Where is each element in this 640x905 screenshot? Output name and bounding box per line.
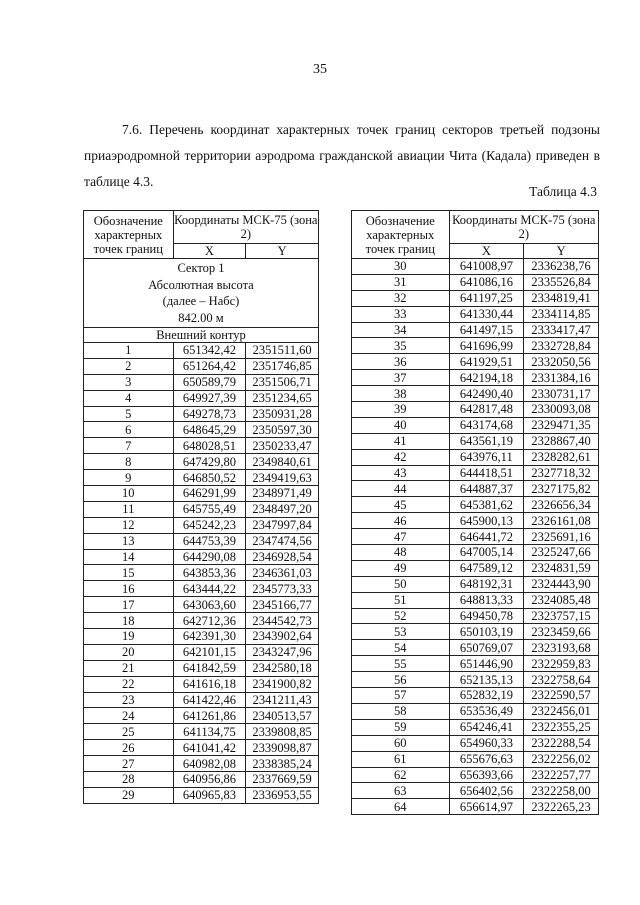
point-number: 37 (352, 370, 450, 386)
table-row (84, 597, 319, 613)
coord-y: 2330731,17 (524, 386, 599, 402)
point-number: 3 (84, 374, 174, 390)
point-number: 46 (352, 513, 450, 529)
table-row (84, 486, 319, 502)
coord-y: 2326656,34 (524, 497, 599, 513)
coord-y: 2332728,84 (524, 338, 599, 354)
coord-y: 2331384,16 (524, 370, 599, 386)
table-row (84, 772, 319, 788)
header-y: Y (246, 244, 319, 259)
coord-x: 645381,62 (449, 497, 524, 513)
coord-y: 2347474,56 (246, 533, 319, 549)
coord-y: 2322590,57 (524, 688, 599, 704)
table-row (352, 306, 599, 322)
point-number: 20 (84, 644, 174, 660)
coord-x: 652135,13 (449, 672, 524, 688)
point-number: 39 (352, 402, 450, 418)
point-number: 41 (352, 433, 450, 449)
coord-y: 2345166,77 (246, 597, 319, 613)
coord-y: 2324085,48 (524, 592, 599, 608)
table-row (352, 433, 599, 449)
coord-x: 656614,97 (449, 799, 524, 815)
coord-y: 2351511,60 (246, 343, 319, 359)
point-number: 35 (352, 338, 450, 354)
point-number: 51 (352, 592, 450, 608)
header-coordinates: Координаты МСК-75 (зона 2) (173, 211, 318, 244)
table-row (352, 529, 599, 545)
point-number: 50 (352, 576, 450, 592)
coord-x: 643976,11 (449, 449, 524, 465)
coord-x: 651264,42 (173, 358, 246, 374)
coord-x: 642490,40 (449, 386, 524, 402)
coord-y: 2327175,82 (524, 481, 599, 497)
coord-x: 649450,78 (449, 608, 524, 624)
point-number: 18 (84, 613, 174, 629)
coord-y: 2351746,85 (246, 358, 319, 374)
coord-x: 641041,42 (173, 740, 246, 756)
point-number: 58 (352, 703, 450, 719)
coord-x: 646441,72 (449, 529, 524, 545)
header-point-designation: Обозначение характерных точек границ (352, 211, 450, 259)
table-row (352, 465, 599, 481)
coord-x: 647005,14 (449, 545, 524, 561)
coord-y: 2322257,77 (524, 767, 599, 783)
table-row (352, 449, 599, 465)
table-row (84, 756, 319, 772)
coord-x: 641616,18 (173, 676, 246, 692)
table-row (84, 787, 319, 803)
coord-x: 646291,99 (173, 486, 246, 502)
coord-y: 2346928,54 (246, 549, 319, 565)
point-number: 40 (352, 417, 450, 433)
coordinates-table-left (83, 210, 319, 804)
coord-x: 643561,19 (449, 433, 524, 449)
point-number: 9 (84, 470, 174, 486)
point-number: 63 (352, 783, 450, 799)
table-row (84, 422, 319, 438)
coord-x: 649927,39 (173, 390, 246, 406)
coord-y: 2334114,85 (524, 306, 599, 322)
point-number: 24 (84, 708, 174, 724)
table-row (84, 438, 319, 454)
table-row (352, 259, 599, 275)
coord-y: 2348971,49 (246, 486, 319, 502)
coord-y: 2342580,18 (246, 660, 319, 676)
coord-y: 2327718,32 (524, 465, 599, 481)
table-row (352, 656, 599, 672)
point-number: 48 (352, 545, 450, 561)
point-number: 57 (352, 688, 450, 704)
point-number: 21 (84, 660, 174, 676)
coord-y: 2351506,71 (246, 374, 319, 390)
coord-x: 641842,59 (173, 660, 246, 676)
table-row (352, 513, 599, 529)
coord-y: 2350931,28 (246, 406, 319, 422)
table-row (84, 613, 319, 629)
table-row (84, 549, 319, 565)
coord-y: 2349840,61 (246, 454, 319, 470)
coord-x: 647589,12 (449, 560, 524, 576)
coord-x: 650103,19 (449, 624, 524, 640)
coord-y: 2336238,76 (524, 259, 599, 275)
table-row (352, 481, 599, 497)
table-row (84, 629, 319, 645)
point-number: 28 (84, 772, 174, 788)
coord-y: 2333417,47 (524, 322, 599, 338)
coord-x: 640982,08 (173, 756, 246, 772)
point-number: 6 (84, 422, 174, 438)
coord-x: 643444,22 (173, 581, 246, 597)
table-row (352, 576, 599, 592)
coord-x: 643174,68 (449, 417, 524, 433)
point-number: 8 (84, 454, 174, 470)
coord-y: 2323459,66 (524, 624, 599, 640)
coord-y: 2340513,57 (246, 708, 319, 724)
table-row (352, 767, 599, 783)
contour-label: Внешний контур (84, 328, 319, 343)
table-row (84, 406, 319, 422)
point-number: 14 (84, 549, 174, 565)
coord-y: 2347997,84 (246, 517, 319, 533)
table-row (352, 417, 599, 433)
coord-y: 2344542,73 (246, 613, 319, 629)
coord-y: 2336953,55 (246, 787, 319, 803)
point-number: 11 (84, 501, 174, 517)
table-row (352, 592, 599, 608)
table-row (352, 624, 599, 640)
coord-y: 2350597,30 (246, 422, 319, 438)
header-x: X (449, 244, 524, 259)
coord-x: 641497,15 (449, 322, 524, 338)
intro-paragraph (84, 117, 600, 195)
point-number: 29 (84, 787, 174, 803)
coord-y: 2328282,61 (524, 449, 599, 465)
coord-y: 2350233,47 (246, 438, 319, 454)
coord-x: 643853,36 (173, 565, 246, 581)
point-number: 62 (352, 767, 450, 783)
table-row (352, 735, 599, 751)
coord-x: 641330,44 (449, 306, 524, 322)
coord-x: 642391,30 (173, 629, 246, 645)
table-row (352, 354, 599, 370)
point-number: 12 (84, 517, 174, 533)
point-number: 33 (352, 306, 450, 322)
header-y: Y (524, 244, 599, 259)
coord-x: 641197,25 (449, 290, 524, 306)
coord-x: 642817,48 (449, 402, 524, 418)
coord-x: 648645,29 (173, 422, 246, 438)
coord-y: 2329471,35 (524, 417, 599, 433)
coord-x: 645242,23 (173, 517, 246, 533)
table-row (352, 703, 599, 719)
point-number: 54 (352, 640, 450, 656)
point-number: 32 (352, 290, 450, 306)
coord-x: 642712,36 (173, 613, 246, 629)
point-number: 61 (352, 751, 450, 767)
header-x: X (173, 244, 246, 259)
table-row (352, 402, 599, 418)
table-row (84, 374, 319, 390)
coord-y: 2330093,08 (524, 402, 599, 418)
point-number: 10 (84, 486, 174, 502)
table-row (352, 751, 599, 767)
table-row (84, 692, 319, 708)
coord-x: 641261,86 (173, 708, 246, 724)
coord-y: 2343247,96 (246, 644, 319, 660)
coordinates-table-right (351, 210, 599, 815)
table-row (84, 708, 319, 724)
coord-y: 2351234,65 (246, 390, 319, 406)
point-number: 2 (84, 358, 174, 374)
point-number: 23 (84, 692, 174, 708)
coord-x: 644887,37 (449, 481, 524, 497)
table-row (84, 390, 319, 406)
coord-x: 651446,90 (449, 656, 524, 672)
coord-x: 642194,18 (449, 370, 524, 386)
table-row (84, 565, 319, 581)
coord-y: 2328867,40 (524, 433, 599, 449)
coord-y: 2343902,64 (246, 629, 319, 645)
coord-y: 2322265,23 (524, 799, 599, 815)
point-number: 19 (84, 629, 174, 645)
coord-x: 644418,51 (449, 465, 524, 481)
coord-y: 2326161,08 (524, 513, 599, 529)
table-row (84, 581, 319, 597)
table-row (352, 560, 599, 576)
table-row (84, 501, 319, 517)
coord-x: 650589,79 (173, 374, 246, 390)
point-number: 64 (352, 799, 450, 815)
coord-x: 640965,83 (173, 787, 246, 803)
table-row (352, 783, 599, 799)
coord-x: 654960,33 (449, 735, 524, 751)
coord-y: 2345773,33 (246, 581, 319, 597)
coord-x: 641134,75 (173, 724, 246, 740)
coord-y: 2323193,68 (524, 640, 599, 656)
point-number: 25 (84, 724, 174, 740)
coord-x: 646850,52 (173, 470, 246, 486)
coord-x: 650769,07 (449, 640, 524, 656)
coord-y: 2332050,56 (524, 354, 599, 370)
coord-y: 2322256,02 (524, 751, 599, 767)
table-row (352, 688, 599, 704)
table-row (352, 608, 599, 624)
table-row (84, 676, 319, 692)
table-row (84, 517, 319, 533)
sector-heading: Сектор 1 Абсолютная высота (далее – Набс) 842.00 м (84, 259, 319, 328)
coord-x: 654246,41 (449, 719, 524, 735)
point-number: 60 (352, 735, 450, 751)
coord-y: 2339808,85 (246, 724, 319, 740)
point-number: 5 (84, 406, 174, 422)
coord-y: 2322288,54 (524, 735, 599, 751)
point-number: 56 (352, 672, 450, 688)
table-row (352, 719, 599, 735)
coord-y: 2325247,66 (524, 545, 599, 561)
coord-x: 644753,39 (173, 533, 246, 549)
point-number: 26 (84, 740, 174, 756)
coord-y: 2348497,20 (246, 501, 319, 517)
table-row (352, 799, 599, 815)
coord-x: 641696,99 (449, 338, 524, 354)
point-number: 43 (352, 465, 450, 481)
table-row (84, 343, 319, 359)
point-number: 38 (352, 386, 450, 402)
coord-x: 649278,73 (173, 406, 246, 422)
coord-x: 641422,46 (173, 692, 246, 708)
coord-x: 655676,63 (449, 751, 524, 767)
page-number: 35 (313, 62, 327, 77)
coord-x: 641086,16 (449, 274, 524, 290)
coord-x: 645755,49 (173, 501, 246, 517)
coord-y: 2322355,25 (524, 719, 599, 735)
point-number: 27 (84, 756, 174, 772)
coord-x: 647429,80 (173, 454, 246, 470)
point-number: 16 (84, 581, 174, 597)
table-row (84, 470, 319, 486)
coord-x: 644290,08 (173, 549, 246, 565)
point-number: 52 (352, 608, 450, 624)
table-row (352, 338, 599, 354)
coord-y: 2324831,59 (524, 560, 599, 576)
point-number: 13 (84, 533, 174, 549)
header-coordinates: Координаты МСК-75 (зона 2) (449, 211, 598, 244)
coord-x: 641929,51 (449, 354, 524, 370)
table-caption: Таблица 4.3 (529, 184, 597, 199)
header-point-designation: Обозначение характерных точек границ (84, 211, 174, 259)
coord-x: 648813,33 (449, 592, 524, 608)
coord-y: 2325691,16 (524, 529, 599, 545)
coord-y: 2349419,63 (246, 470, 319, 486)
coord-y: 2346361,03 (246, 565, 319, 581)
point-number: 42 (352, 449, 450, 465)
coord-x: 641008,97 (449, 259, 524, 275)
table-row (352, 274, 599, 290)
table-row (84, 724, 319, 740)
point-number: 1 (84, 343, 174, 359)
coord-x: 652832,19 (449, 688, 524, 704)
point-number: 34 (352, 322, 450, 338)
coord-x: 651342,42 (173, 343, 246, 359)
coord-x: 643063,60 (173, 597, 246, 613)
table-row (352, 370, 599, 386)
coord-y: 2323757,15 (524, 608, 599, 624)
table-row (352, 545, 599, 561)
coord-y: 2324443,90 (524, 576, 599, 592)
coord-y: 2322959,83 (524, 656, 599, 672)
point-number: 17 (84, 597, 174, 613)
coord-y: 2339098,87 (246, 740, 319, 756)
point-number: 4 (84, 390, 174, 406)
table-row (352, 290, 599, 306)
coord-x: 656402,56 (449, 783, 524, 799)
point-number: 45 (352, 497, 450, 513)
coord-y: 2341211,43 (246, 692, 319, 708)
point-number: 22 (84, 676, 174, 692)
table-row (352, 640, 599, 656)
point-number: 44 (352, 481, 450, 497)
table-row (84, 644, 319, 660)
point-number: 30 (352, 259, 450, 275)
point-number: 47 (352, 529, 450, 545)
coord-y: 2335526,84 (524, 274, 599, 290)
point-number: 55 (352, 656, 450, 672)
table-row (352, 386, 599, 402)
coord-y: 2337669,59 (246, 772, 319, 788)
coord-x: 653536,49 (449, 703, 524, 719)
coord-y: 2338385,24 (246, 756, 319, 772)
coord-x: 645900,13 (449, 513, 524, 529)
table-row (352, 672, 599, 688)
coord-y: 2341900,82 (246, 676, 319, 692)
table-row (84, 740, 319, 756)
coord-y: 2322758,64 (524, 672, 599, 688)
coord-x: 640956,86 (173, 772, 246, 788)
table-row (84, 454, 319, 470)
point-number: 31 (352, 274, 450, 290)
coord-x: 648192,31 (449, 576, 524, 592)
coord-x: 648028,51 (173, 438, 246, 454)
point-number: 59 (352, 719, 450, 735)
table-row (84, 660, 319, 676)
coord-y: 2322456,01 (524, 703, 599, 719)
table-row (352, 322, 599, 338)
point-number: 36 (352, 354, 450, 370)
table-row (84, 358, 319, 374)
coord-y: 2334819,41 (524, 290, 599, 306)
point-number: 49 (352, 560, 450, 576)
table-row (84, 533, 319, 549)
coord-x: 656393,66 (449, 767, 524, 783)
table-row (352, 497, 599, 513)
coord-x: 642101,15 (173, 644, 246, 660)
intro-text: 7.6. Перечень координат характерных точек границ секторов третьей подзоны приаэродромной территории аэродрома гражданской авиации Чита (Кадала) приведен в таблице 4.3. (84, 122, 600, 189)
point-number: 53 (352, 624, 450, 640)
point-number: 7 (84, 438, 174, 454)
point-number: 15 (84, 565, 174, 581)
coord-y: 2322258,00 (524, 783, 599, 799)
